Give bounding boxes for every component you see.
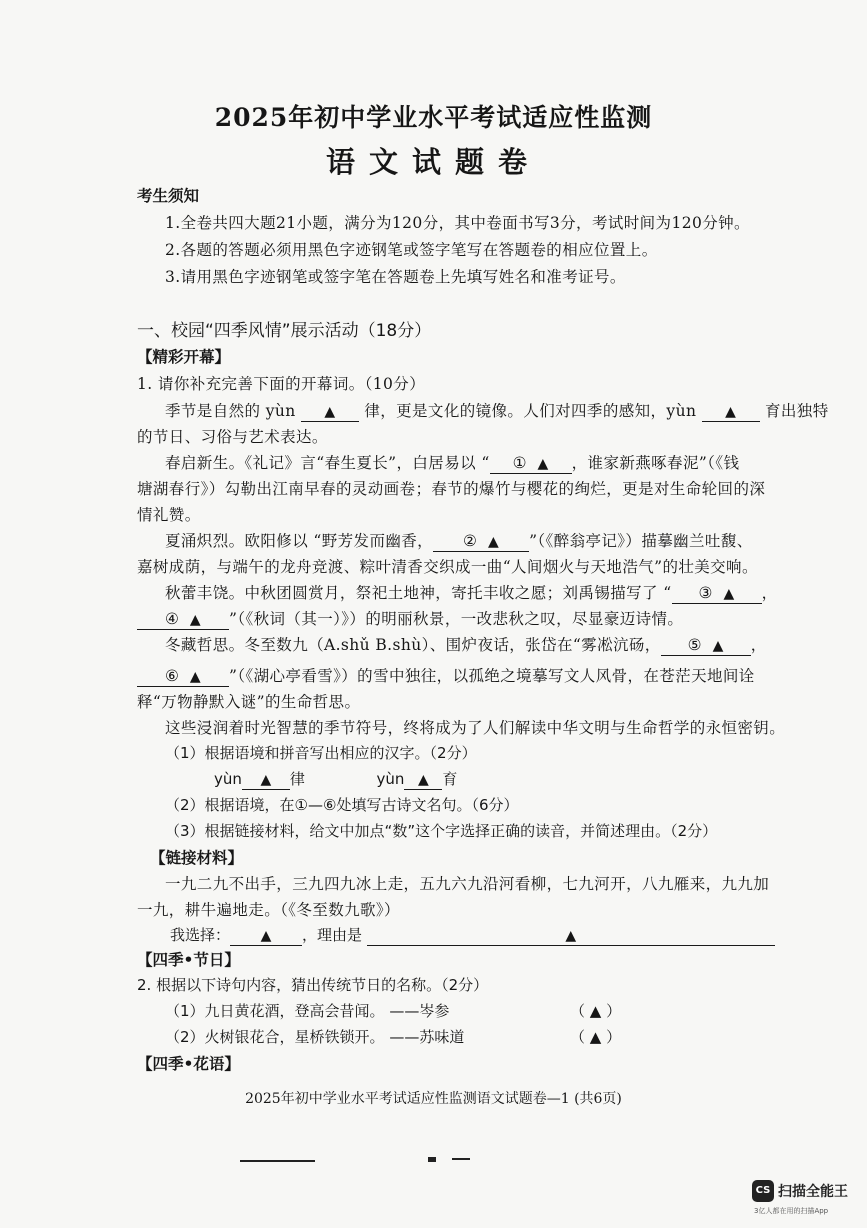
question-2-stem: 2. 根据以下诗句内容，猜出传统节日的名称。（2分） xyxy=(137,976,489,994)
scan-mark xyxy=(240,1160,315,1162)
triangle-icon: ▲ xyxy=(189,669,202,685)
notice-item-2: 2.各题的答题必须用黑色字迹钢笔或签字笔写在答题卷的相应位置上。 xyxy=(165,241,658,259)
passage-line xyxy=(165,451,739,474)
answer-blank[interactable] xyxy=(242,770,290,790)
answer-blank-1[interactable]: ① ▲ xyxy=(490,454,572,474)
camscanner-logo-icon: CS xyxy=(752,1180,774,1202)
passage-line xyxy=(165,399,829,422)
triangle-icon: ▲ xyxy=(189,612,202,628)
passage-text: 季节是自然的 yùn xyxy=(165,402,296,420)
question-2-item: （2）火树银花合，星桥铁锁开。 ——苏味道 xyxy=(165,1028,465,1046)
question-1-stem: 1. 请你补充完善下面的开幕词。（10分） xyxy=(137,375,426,393)
passage-line: 塘湖春行》）勾勒出江南早春的灵动画卷；春节的爆竹与樱花的绚烂，更是对生命轮回的深 xyxy=(137,480,766,498)
passage-text: 育出独特 xyxy=(765,402,829,420)
part-label-flowers: 【四季•花语】 xyxy=(137,1055,240,1073)
passage-text: ”（《醉翁亭记》）描摹幽兰吐馥、 xyxy=(529,532,753,550)
passage-text: ，谁家新燕啄春泥”（《钱 xyxy=(571,454,740,472)
answer-blank-5[interactable]: ⑤ ▲ xyxy=(661,636,751,656)
exam-subtitle: 语文试题卷 xyxy=(325,145,541,179)
passage-line xyxy=(137,607,683,630)
passage-line xyxy=(165,529,753,552)
reason-blank[interactable] xyxy=(367,926,775,946)
passage-line: 冬藏哲思。冬至数九（A.shǔ B.shù）、围炉夜话，张岱在“雾凇沆砀， ⑤ ▲ ， xyxy=(165,636,767,654)
answer-bracket[interactable]: （ ▲ ） xyxy=(570,1028,622,1046)
passage-line: 情礼赞。 xyxy=(137,506,201,524)
choice-row: 我选择： ▲ ，理由是 ▲ xyxy=(170,924,775,946)
passage-line xyxy=(137,664,755,687)
passage-line: 秋蕾丰饶。中秋团圆赏月，祭祀土地神，寄托丰收之愿；刘禹锡描写了 “ ③ ▲ ， xyxy=(165,584,778,602)
answer-bracket[interactable]: （ ▲ ） xyxy=(570,1002,622,1020)
triangle-icon: ▲ xyxy=(324,404,336,420)
scanner-tagline: 3亿人都在用的扫描App xyxy=(754,1207,829,1215)
answer-blank[interactable] xyxy=(702,402,760,422)
scan-mark xyxy=(428,1157,436,1162)
triangle-icon: ▲ xyxy=(417,772,429,788)
passage-line: 的节日、习俗与艺术表达。 xyxy=(137,428,328,446)
passage-text: 夏涌炽烈。欧阳修以 “野芳发而幽香， xyxy=(165,532,434,550)
triangle-icon: ▲ xyxy=(723,586,735,602)
triangle-icon: ▲ xyxy=(712,638,724,654)
notice-heading: 考生须知 xyxy=(137,187,200,205)
answer-blank[interactable] xyxy=(404,770,442,790)
passage-text: 律，更是文化的镜像。人们对四季的感知，yùn xyxy=(364,402,697,420)
notice-item-3: 3.请用黑色字迹钢笔或签字笔在答题卷上先填写姓名和准考证号。 xyxy=(165,268,626,286)
answer-blank-4[interactable]: ④ ▲ xyxy=(137,610,229,630)
answer-blank-6[interactable]: ⑥ ▲ xyxy=(137,667,229,687)
answer-blank[interactable] xyxy=(301,402,359,422)
sub-question-1: （1）根据语境和拼音写出相应的汉字。（2分） xyxy=(165,744,477,762)
page-footer: 2025年初中学业水平考试适应性监测语文试题卷—1 (共6页) xyxy=(245,1091,622,1107)
triangle-icon: ▲ xyxy=(565,928,577,944)
passage-text: ”（《秋词（其一）》）的明丽秋景，一改悲秋之叹，尽显豪迈诗情。 xyxy=(229,610,684,628)
scanner-watermark xyxy=(752,1180,848,1215)
notice-item-1: 1.全卷共四大题21小题，满分为120分，其中卷面书写3分，考试时间为120分钟。 xyxy=(165,214,750,232)
triangle-icon: ▲ xyxy=(487,534,500,550)
sub-question-3: （3）根据链接材料，给文中加点“数”这个字选择正确的读音，并简述理由。（2分） xyxy=(165,822,718,840)
passage-text: 春启新生。《礼记》言“春生夏长”，白居易以 “ xyxy=(165,454,490,472)
question-2-item: （1）九日黄花酒，登高会昔闻。 ——岑参 xyxy=(165,1002,450,1020)
passage-text: ”（《湖心亭看雪》）的雪中独往，以孤绝之境摹写文人风骨，在苍茫天地间诠 xyxy=(229,667,755,685)
triangle-icon: ▲ xyxy=(537,456,549,472)
triangle-icon: ▲ xyxy=(260,772,272,788)
link-material-text: 一九，耕牛遍地走。（《冬至数九歌》） xyxy=(137,901,400,919)
scan-mark xyxy=(452,1158,470,1160)
passage-line: 嘉树成荫，与端午的龙舟竞渡、粽叶清香交织成一曲“人间烟火与天地浩气”的壮美交响。 xyxy=(137,558,758,576)
part-label-opening: 【精彩开幕】 xyxy=(137,348,231,366)
link-material-text: 一九二九不出手，三九四九冰上走，五九六九沿河看柳，七九河开，八九雁来，九九加 xyxy=(165,875,770,893)
passage-line: 这些浸润着时光智慧的季节符号，终将成为了人们解读中华文明与生命哲学的永恒密钥。 xyxy=(165,719,786,737)
scanner-app-name: 扫描全能王 xyxy=(778,1184,848,1200)
part-label-festivals: 【四季•节日】 xyxy=(137,951,240,969)
link-material-label: 【链接材料】 xyxy=(150,849,244,867)
sub-question-2: （2）根据语境，在①—⑥处填写古诗文名句。（6分） xyxy=(165,796,519,814)
answer-blank-3[interactable]: ③ ▲ xyxy=(672,584,762,604)
passage-text: 秋蕾丰饶。中秋团圆赏月，祭祀土地神，寄托丰收之愿；刘禹锡描写了 “ xyxy=(165,584,672,602)
triangle-icon: ▲ xyxy=(260,928,272,944)
passage-text: 冬藏哲思。冬至数九（A.shǔ B.shù）、围炉夜话，张岱在“雾凇沆砀， xyxy=(165,636,661,654)
triangle-icon: ▲ xyxy=(725,404,737,420)
choice-blank[interactable] xyxy=(230,926,302,946)
exam-title: 2025年初中学业水平考试适应性监测 xyxy=(214,103,653,132)
answer-blank-2[interactable]: ② ▲ xyxy=(433,532,529,552)
section-heading: 一、校园“四季风情”展示活动（18分） xyxy=(137,321,432,341)
passage-line: 释“万物静默入谜”的生命哲思。 xyxy=(137,693,361,711)
pinyin-answer-row: yùn ▲ 律 yùn ▲ 育 xyxy=(214,770,458,788)
